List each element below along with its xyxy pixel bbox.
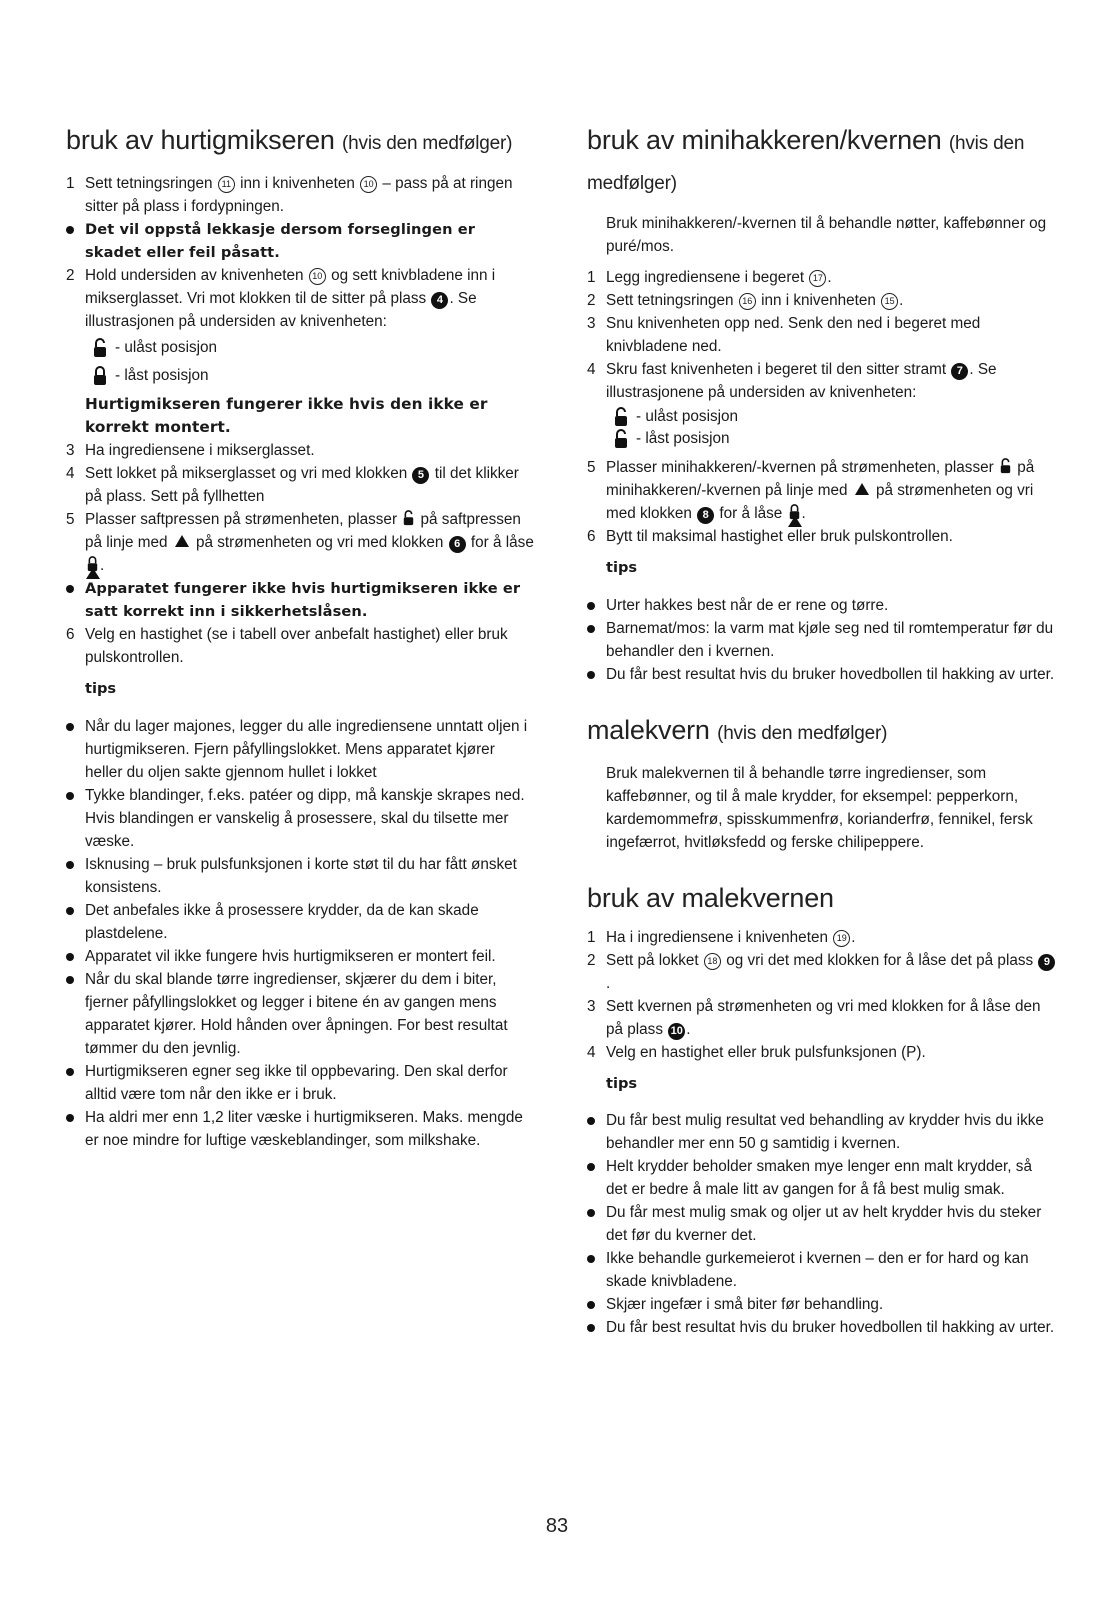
tip-text: Urter hakkes best når de er rene og tørre. — [606, 596, 889, 614]
warning-3 — [66, 577, 536, 623]
part-number-badge: 10 — [309, 268, 326, 285]
alignment-triangle-icon — [175, 535, 189, 547]
step-4 — [66, 462, 536, 508]
heading-main: bruk av minihakkeren/kvernen — [587, 125, 942, 155]
section-heading — [587, 712, 1057, 752]
tip-text: Tykke blandinger, f.eks. patéer og dipp, må kanskje skrapes ned. Hvis blandingen er vanskelig å prosessere, skal du tilsette mer væske. — [85, 786, 525, 850]
bullet-icon — [66, 953, 74, 961]
figure-number-badge: 10 — [668, 1023, 685, 1040]
step-text: inn i knivenheten — [240, 175, 355, 192]
tips-list — [66, 715, 536, 1152]
tip-item — [66, 1106, 536, 1152]
step-number: 6 — [587, 528, 596, 545]
tips-heading: tips — [606, 1074, 638, 1092]
step-text: Sett tetningsringen — [85, 175, 213, 192]
tip-text: Hurtigmikseren egner seg ikke til oppbevaring. Den skal derfor alltid være tom når den ikke er i bruk. — [85, 1062, 508, 1103]
tip-item — [587, 1316, 1057, 1339]
section-minihakker — [587, 122, 1057, 686]
step-text: Plasser minihakkeren/-kvernen på strømenheten, plasser — [606, 459, 994, 476]
unlock-label: - ulåst posisjon — [636, 408, 739, 425]
bullet-icon — [587, 1301, 595, 1309]
bullet-icon — [66, 1114, 74, 1122]
step-text: . — [606, 974, 611, 992]
lock-legend — [587, 428, 1057, 450]
step-text: Velg en hastighet (se i tabell over anbefalt hastighet) eller bruk pulskontrollen. — [85, 626, 508, 666]
step-number: 6 — [66, 626, 75, 643]
step-text: Skru fast knivenheten i begeret til den sitter stramt — [606, 361, 947, 378]
tip-text: Du får mest mulig smak og oljer ut av helt krydder hvis du steker det før du kverner det. — [606, 1204, 1042, 1245]
lock-label: - låst posisjon — [636, 430, 730, 447]
tip-text: Helt krydder beholder smaken mye lenger enn malt krydder, så det er bedre å male litt av gangen for å få best mulig smak. — [606, 1158, 1032, 1199]
step-number: 3 — [587, 315, 596, 332]
tip-item — [66, 715, 536, 784]
tip-item — [66, 1060, 536, 1106]
tip-text: Ikke behandle gurkemeierot i kvernen – den er for hard og kan skade knivbladene. — [606, 1250, 1029, 1291]
bullet-icon — [66, 907, 74, 915]
bullet-icon — [66, 585, 74, 593]
bullet-icon — [587, 671, 595, 679]
tip-item — [587, 617, 1057, 663]
bullet-icon — [66, 226, 74, 234]
tip-item — [587, 663, 1057, 686]
section-heading — [587, 880, 1057, 916]
step-text: . — [899, 292, 904, 309]
unlocked-icon — [403, 510, 414, 526]
heading-main: bruk av malekvernen — [587, 882, 834, 913]
tip-text: Du får best mulig resultat ved behandling av krydder hvis du ikke behandler mer enn 50 g samtidig i kvernen. — [606, 1112, 1044, 1153]
step-5 — [66, 508, 536, 577]
unlocked-icon — [93, 338, 107, 358]
tip-item — [587, 1247, 1057, 1293]
bullet-icon — [587, 1163, 595, 1171]
tip-text: Apparatet vil ikke fungere hvis hurtigmikseren er montert feil. — [85, 947, 496, 965]
step-3 — [587, 995, 1057, 1041]
tip-item — [66, 899, 536, 945]
step-text: . — [851, 928, 856, 946]
step-text: . Se illustrasjonene på undersiden av knivenheten: — [606, 361, 997, 401]
step-text: Velg en hastighet eller bruk pulsfunksjonen (P). — [606, 1043, 926, 1061]
section-bruk-malekvern — [587, 880, 1057, 1340]
part-number-badge: 16 — [739, 293, 756, 310]
step-text: Sett på lokket — [606, 951, 699, 969]
step-text: . — [827, 269, 832, 286]
step-1 — [66, 172, 536, 218]
bullet-icon — [66, 723, 74, 731]
heading-sub: (hvis den medfølger) — [717, 722, 888, 744]
step-text: på strømenheten og vri med klokken — [195, 534, 444, 551]
step-text: . Se illustrasjonen på undersiden av knivenheten: — [85, 290, 477, 330]
figure-number-badge: 8 — [697, 507, 714, 524]
heading-main: bruk av hurtigmikseren — [66, 125, 335, 155]
unlocked-icon — [1000, 458, 1011, 474]
bullet-icon — [66, 1068, 74, 1076]
figure-number-badge: 4 — [431, 292, 448, 309]
heading-sub: (hvis den medfølger) — [342, 133, 513, 154]
section-intro: Bruk malekvernen til å behandle tørre ingredienser, som kaffebønner, og til å male krydder, for eksempel: pepperkorn, kardemommefrø, spisskummenfrø, korianderfrø, fennikel, fersk ingefærrot, hvitløksfedd og ferske chilipepperе. — [606, 764, 1033, 851]
tip-text: Det anbefales ikke å prosessere krydder, da de kan skade plastdelene. — [85, 901, 479, 942]
tip-text: Ha aldri mer enn 1,2 liter væske i hurtigmikseren. Maks. mengde er noe mindre for luftige væskeblandinger, som milkshake. — [85, 1108, 523, 1149]
step-4 — [587, 1041, 1057, 1064]
figure-number-badge: 6 — [449, 536, 466, 553]
part-number-badge: 19 — [833, 930, 850, 947]
tip-text: Når du skal blande tørre ingredienser, skjærer du dem i biter, fjerner påfyllingslokket og legger i bitene én av gangen mens apparatet kjører. Hold hånden over åpningen. For best resultat tømmer du den jevnlig. — [85, 970, 508, 1057]
step-text: på minihakkeren/-kvernen på linje med — [606, 459, 1035, 499]
step-text: Ha ingrediensene i mikserglasset. — [85, 442, 315, 459]
step-text: Legg ingrediensene i begeret — [606, 269, 805, 286]
step-text: . — [686, 1020, 691, 1038]
tip-item — [587, 1201, 1057, 1247]
part-number-badge: 10 — [360, 176, 377, 193]
tip-item — [587, 594, 1057, 617]
tip-item — [66, 945, 536, 968]
tip-item — [587, 1293, 1057, 1316]
section-heading — [66, 122, 536, 162]
lock-align-icon — [787, 502, 802, 525]
step-3 — [587, 312, 1057, 358]
tips-list — [587, 1109, 1057, 1339]
lock-align-icon — [85, 554, 100, 577]
step-4 — [587, 358, 1057, 404]
part-number-badge: 17 — [809, 270, 826, 287]
step-text: for å låse — [470, 534, 534, 551]
unlock-legend — [587, 406, 1057, 428]
step-number: 3 — [66, 442, 75, 459]
unlock-legend — [66, 337, 536, 359]
step-text: inn i knivenheten — [761, 292, 876, 309]
tips-heading: tips — [85, 680, 117, 697]
tip-item — [66, 968, 536, 1060]
step-number: 2 — [587, 951, 596, 969]
bullet-icon — [66, 792, 74, 800]
step-text: Bytt til maksimal hastighet eller bruk pulskontrollen. — [606, 528, 953, 545]
step-number: 4 — [587, 361, 596, 378]
bullet-icon — [587, 1117, 595, 1125]
section-heading — [587, 122, 1057, 202]
step-text: Sett kvernen på strømenheten og vri med klokken for å låse den på plass — [606, 997, 1041, 1038]
locked-icon — [93, 366, 107, 386]
bullet-icon — [587, 1255, 595, 1263]
page-number: 83 — [545, 1515, 569, 1537]
step-6 — [587, 525, 1057, 548]
part-number-badge: 18 — [704, 953, 721, 970]
step-text: Sett tetningsringen — [606, 292, 734, 309]
bullet-icon — [587, 602, 595, 610]
right-column — [587, 122, 1057, 1365]
step-number: 1 — [66, 175, 75, 192]
step-number: 5 — [66, 511, 75, 528]
bullet-icon — [587, 1324, 595, 1332]
lock-legend — [66, 365, 536, 387]
section-intro: Bruk minihakkeren/-kvernen til å behandle nøtter, kaffebønner og puré/mos. — [606, 215, 1047, 255]
step-number: 4 — [587, 1043, 596, 1061]
step-text: Hold undersiden av knivenheten — [85, 267, 304, 284]
step-text: Ha i ingrediensene i knivenheten — [606, 928, 828, 946]
step-1 — [587, 266, 1057, 289]
step-2 — [587, 949, 1057, 995]
step-number: 1 — [587, 269, 596, 286]
step-text: og vri det med klokken for å låse det på plass — [726, 951, 1034, 969]
bullet-icon — [587, 1209, 595, 1217]
heading-sub: (hvis den medfølger) — [587, 133, 1025, 194]
tip-text: Barnemat/mos: la varm mat kjøle seg ned til romtemperatur før du behandler den i kvernen. — [606, 619, 1054, 660]
step-2 — [587, 289, 1057, 312]
figure-number-badge: 5 — [412, 467, 429, 484]
part-number-badge: 15 — [881, 293, 898, 310]
step-6 — [66, 623, 536, 669]
step-text: og sett knivbladene inn i mikserglasset. Vri mot klokken til de sitter på plass — [85, 267, 496, 307]
step-text: Sett lokket på mikserglasset og vri med klokken — [85, 465, 408, 482]
figure-number-badge: 9 — [1038, 954, 1055, 971]
step-text: . — [100, 557, 105, 574]
tip-text: Du får best resultat hvis du bruker hovedbollen til hakking av urter. — [606, 665, 1055, 683]
tip-item — [66, 784, 536, 853]
heading-main: malekvern — [587, 714, 710, 745]
tip-item — [587, 1155, 1057, 1201]
section-hurtigmikser — [66, 122, 536, 1152]
step-number: 2 — [587, 292, 596, 309]
tip-item — [66, 853, 536, 899]
step-1 — [587, 926, 1057, 949]
left-column — [66, 122, 536, 1178]
bullet-icon — [66, 976, 74, 984]
step-number: 5 — [587, 459, 596, 476]
step-text: på saftpressen på linje med — [85, 511, 521, 551]
step-number: 1 — [587, 928, 596, 946]
step-text: Plasser saftpressen på strømenheten, plasser — [85, 511, 398, 528]
step-number: 4 — [66, 465, 75, 482]
step-text: . — [801, 505, 806, 522]
step-text: til det klikker på plass. Sett på fyllhetten — [85, 465, 519, 505]
part-number-badge: 11 — [218, 176, 235, 193]
warning-text: Det vil oppstå lekkasje dersom forseglingen er skadet eller feil påsatt. — [85, 221, 476, 261]
tip-text: Når du lager majones, legger du alle ingrediensene unntatt oljen i hurtigmikseren. Fjern påfyllingslokket. Mens apparatet kjører heller du oljen sakte gjennom hullet i lokket — [85, 717, 528, 781]
step-2 — [66, 264, 536, 333]
bullet-icon — [66, 861, 74, 869]
bullet-icon — [587, 625, 595, 633]
unlock-label: - ulåst posisjon — [115, 339, 218, 356]
step-text: på strømenheten og vri med klokken — [606, 482, 1034, 522]
step-number: 3 — [587, 997, 596, 1015]
warning-text: Apparatet fungerer ikke hvis hurtigmikseren ikke er satt korrekt inn i sikkerhetslåsen. — [85, 580, 521, 620]
tips-list — [587, 594, 1057, 686]
alignment-triangle-icon — [855, 483, 869, 495]
step-number: 2 — [66, 267, 75, 284]
step-text: – pass på at ringen sitter på plass i fordypningen. — [85, 175, 513, 215]
section-malekvern — [587, 712, 1057, 854]
tip-text: Du får best resultat hvis du bruker hovedbollen til hakking av urter. — [606, 1319, 1055, 1337]
step-text: for å låse — [719, 505, 783, 522]
tip-item — [587, 1109, 1057, 1155]
step-3 — [66, 439, 536, 462]
locked-icon — [614, 429, 628, 449]
tip-text: Isknusing – bruk pulsfunksjonen i korte støt til du har fått ønsket konsistens. — [85, 855, 517, 896]
figure-number-badge: 7 — [951, 363, 968, 380]
warning-1 — [66, 218, 536, 264]
step-5 — [587, 456, 1057, 525]
warning-2: Hurtigmikseren fungerer ikke hvis den ikke er korrekt montert. — [85, 395, 488, 436]
step-text: Snu knivenheten opp ned. Senk den ned i begeret med knivbladene ned. — [606, 315, 981, 355]
lock-label: - låst posisjon — [115, 367, 209, 384]
unlocked-icon — [614, 407, 628, 427]
tip-text: Skjær ingefær i små biter før behandling. — [606, 1296, 884, 1314]
tips-heading: tips — [606, 559, 638, 576]
